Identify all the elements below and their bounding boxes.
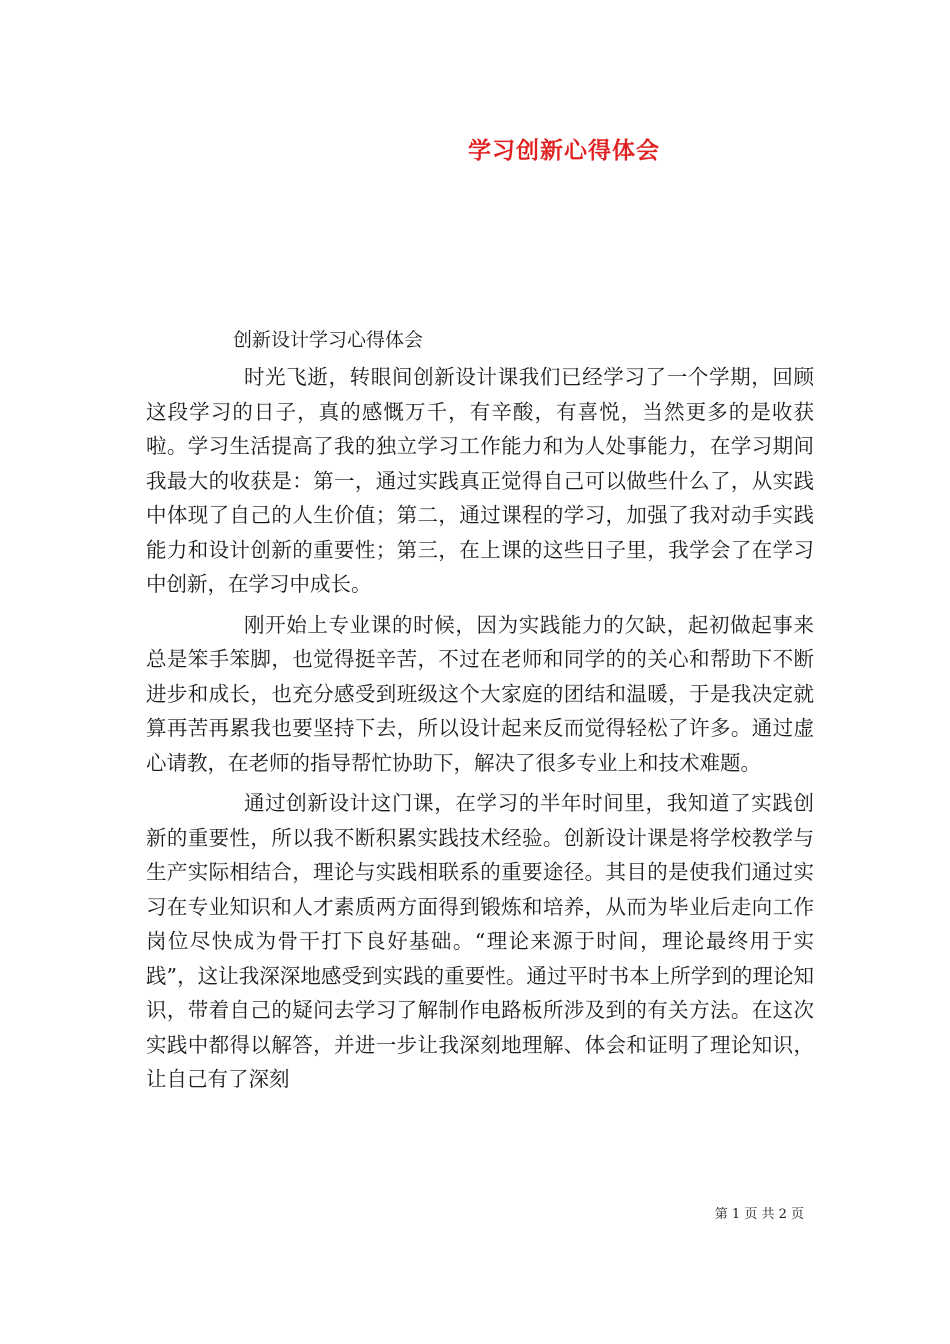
paragraph: 刚开始上专业课的时候，因为实践能力的欠缺，起初做起事来总是笨手笨脚，也觉得挺辛苦，不过在老师和同学的的关心和帮助下不断进步和成长，也充分感受到班级这个大家庭的团结和温暖，于是我决定就算再苦再累我也要坚持下去，所以设计起来反而觉得轻松了许多。通过虚心请教，在老师的指导帮忙协助下，解决了很多专业上和技术难题。 xyxy=(146,612,814,775)
page-footer: 第 1 页 共 2 页 xyxy=(714,1207,804,1222)
document-body xyxy=(146,360,814,1103)
page-title: 学习创新心得体会 xyxy=(468,137,660,164)
paragraph: 通过创新设计这门课，在学习的半年时间里，我知道了实践创新的重要性，所以我不断积累实践技术经验。创新设计课是将学校教学与生产实际相结合，理论与实践相联系的重要途径。其目的是使我们通过实习在专业知识和人才素质两方面得到锻炼和培养，从而为毕业后走向工作岗位尽快成为骨干打下良好基础。“理论来源于时间，理论最终用于实践”，这让我深深地感受到实践的重要性。通过平时书本上所学到的理论知识，带着自己的疑问去学习了解制作电路板所涉及到的有关方法。在这次实践中都得以解答，并进一步让我深刻地理解、体会和证明了理论知识，让自己有了深刻 xyxy=(146,791,814,1091)
document-subtitle: 创新设计学习心得体会 xyxy=(233,329,424,351)
paragraph: 时光飞逝，转眼间创新设计课我们已经学习了一个学期，回顾这段学习的日子，真的感慨万千，有辛酸，有喜悦，当然更多的是收获啦。学习生活提高了我的独立学习工作能力和为人处事能力，在学习期间我最大的收获是：第一，通过实践真正觉得自己可以做些什么了，从实践中体现了自己的人生价值；第二，通过课程的学习，加强了我对动手实践能力和设计创新的重要性；第三，在上课的这些日子里，我学会了在学习中创新，在学习中成长。 xyxy=(146,365,814,596)
